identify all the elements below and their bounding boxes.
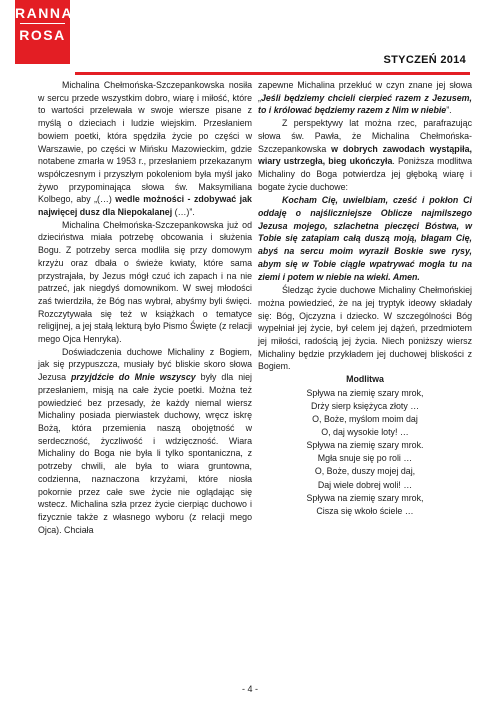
bold-quote: w dobrych zawodach wystąpiła, wiary ustrzegła, bieg ukończyła: [258, 143, 472, 167]
poem-line: O, Boże, myślom moim daj: [312, 414, 418, 425]
poem-line: Mgła snuje się po roli …: [317, 453, 413, 464]
header-rule: [75, 72, 470, 75]
bold-italic-quote: Jeśli będziemy chcieli cierpieć razem z Jezusem, to i królować będziemy razem z Nim w niebie: [258, 92, 472, 116]
poem-line: Cisza się wkoło ściele …: [316, 505, 414, 516]
poem-line: Spływa na ziemię szary mrok.: [306, 440, 424, 451]
right-column: [258, 79, 472, 518]
poem: [258, 387, 472, 518]
text-span: zapewne Michalina przekłuć w czyn znane jej słowa „: [258, 80, 472, 103]
text-span: Michalina Chełmońska-Szczepankowska nosiła w sercu przede wszystkim dobro, wiarę i miłość, które to wartości przelewała w swoje wiersze pisane z myślą o dzieciach i ludzie wiejskim. Przesłaniem bowiem poetki, która spędziła życie po części w Warszawie, po części w Mińsku Mazowieckim, gdzie notabene zmarła w 1953 r., przesłaniem przekazanym współczesnym i przyszłym pokoleniom była myśl jako żywo przypominająca słowa św. Maksymiliana Kolbego, aby „(…): [38, 80, 252, 205]
poem-line: Daj wiele dobrej woli! …: [317, 479, 413, 490]
left-paragraph-2: Michalina Chełmońska-Szczepankowska już od dzieciństwa miała potrzebę obcowania i służenia Bogu. Z potrzeby serca modliła się przy domowym krzyżu oraz dbała o świeże kwiaty, które sama przystrajała, by Jezus mógł czuć ich zapach i na nie patrzeć, jak niegdyś domownikom. W swej młodości zaś twierdziła, że Bóg nas wybrał, abyśmy byli święci. Rozczytywała się też w książkach o tematyce religijnej, a jej stałą lekturą było Pismo Święte (z relacji mego Ojca Henryka).: [38, 219, 252, 345]
poem-line: Spływa na ziemię szary mrok,: [306, 492, 424, 503]
bold-quote: wedle możności - zdobywać jak najwięcej dusz dla Niepokalanej: [38, 194, 252, 218]
poem-line: Spływa na ziemię szary mrok,: [306, 387, 424, 398]
right-paragraph-3: Śledząc życie duchowe Michaliny Chełmońskiej można powiedzieć, że na jej tryptyk ideowy składały się: Bóg, Ojczyzna i dziecko. W szczególności Bóg wypełniał jej życie, był celem jej dążeń, przedmiotem jej miłości, radością jej życia. Niech poniższy wiersz Michaliny będzie przykładem jej duchowej bliskości z Bogiem.: [258, 285, 472, 372]
text-span: Z perspektywy lat można rzec, parafrazując słowa św. Pawła, że Michalina Chełmońska-Szczepankowska: [258, 118, 472, 154]
poem-title: Modlitwa: [346, 374, 384, 385]
poem-line: Drży sierp księżyca złoty …: [310, 400, 420, 411]
right-paragraph-2: [258, 117, 472, 193]
left-paragraph-1: [38, 79, 252, 219]
poem-line: O, Boże, duszy mojej daj,: [314, 466, 416, 477]
prayer-block: [258, 194, 472, 283]
bold-italic-quote: przyjdźcie do Mnie wszyscy: [71, 372, 196, 383]
text-span: były dla niej przesłaniem, misją na całe życie poetki. Można też powiedzieć bez przesady, że każdy niemal wiersz Michaliny posiada pierwiastek duchowy, wręcz iskrę Bożą, która przemienia naszą obojętność w serdeczność, życzliwość i wdzięczność. Wiara Michaliny do Boga nie była li tylko spontaniczna, z potrzeby chwili, ale była to wiara gruntowna, codzienna, naznaczona krzyżami, które niosła pokornie przez całe swe życie nie oglądając się wstecz. Michalina szła przez życie cierpiąc duchowo i fizycznie także z własnego wyboru (z relacji mego Ojca). Chciała: [38, 372, 252, 535]
left-paragraph-3: [38, 346, 252, 537]
issue-date: STYCZEŃ 2014: [383, 54, 466, 66]
poem-line: O, daj wysokie loty! …: [321, 427, 409, 438]
logo-line-2: ROSA: [19, 27, 66, 43]
left-column: [38, 79, 252, 536]
right-paragraph-1: [258, 79, 472, 117]
text-span: ”.: [446, 105, 452, 116]
magazine-logo: [15, 0, 74, 64]
text-span: Doświadczenia duchowe Michaliny z Bogiem, jak się przypuszcza, musiały być bliskie skoro słowa Jezusa: [38, 346, 252, 383]
text-span: (…)”.: [172, 207, 195, 218]
logo-divider: [20, 23, 65, 24]
prayer-text: Kocham Cię, uwielbiam, cześć i pokłon Ci oddaję o najśliczniejsze Oblicze najmilszego Jezusa mojego, szlachetna pieczęci Bóstwa, w Tobie się zatapiam całą duszą moją, błagam Cię, abyś na sercu moim wyraził Boskie swe rysy, abym się w Tobie ciągle wpatrywać mogła tu na ziemi i potem w niebie na wieki. Amen.: [258, 195, 472, 282]
page-number: - 4 -: [241, 684, 258, 694]
text-span: . Poniższa modlitwa Michaliny do Boga potwierdza jej głęboką wiarę i bogate życie duchowe:: [258, 156, 472, 192]
logo-line-1: RANNA: [15, 5, 74, 21]
